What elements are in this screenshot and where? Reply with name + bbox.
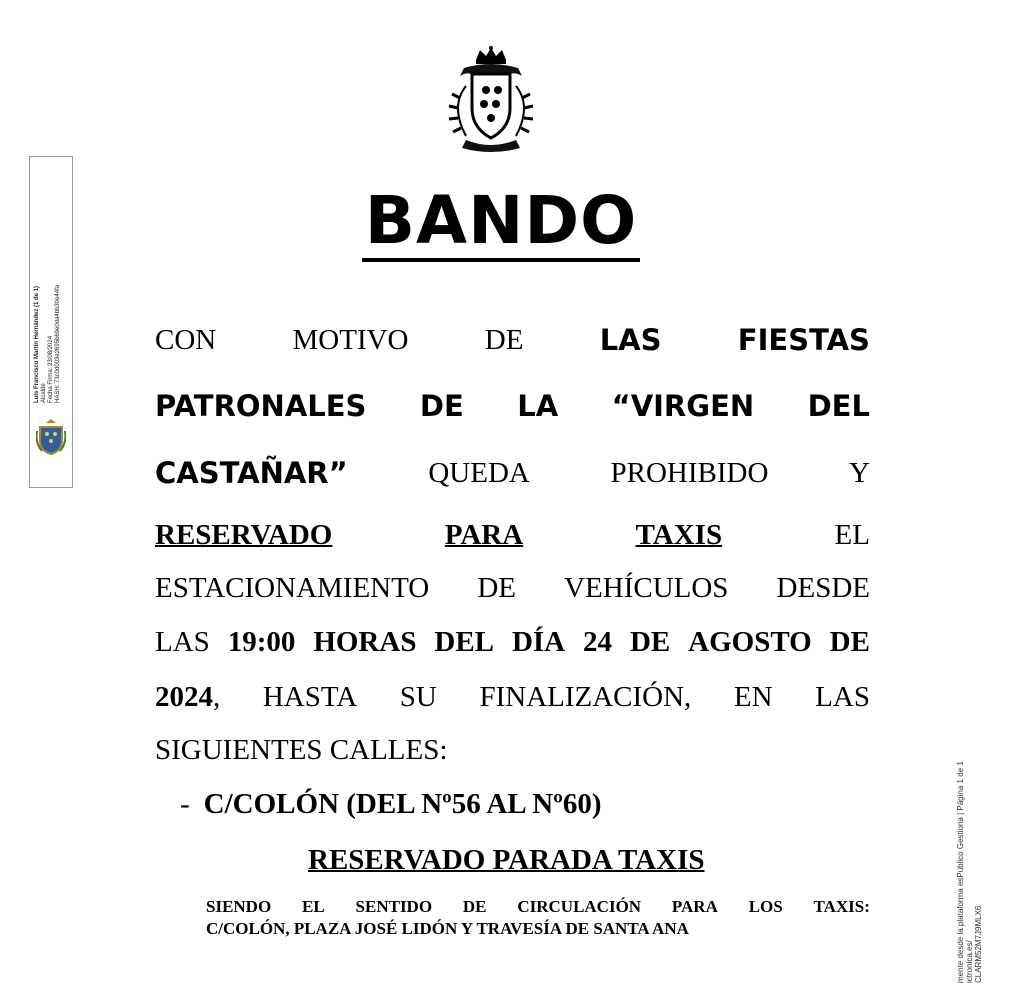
word: LOS — [748, 897, 783, 916]
verification-line: mente desde la plataforma esPublico Gestiona | Página 1 de 1 — [956, 761, 965, 983]
word: HASTA — [262, 681, 358, 713]
body-line-8 — [155, 730, 870, 770]
word: DE — [484, 324, 524, 356]
street-bullet — [180, 784, 601, 824]
word: DEL — [434, 626, 495, 658]
word: MOTIVO — [292, 324, 409, 356]
word: PARA — [444, 519, 524, 551]
word: QUEDA — [428, 457, 530, 489]
verification-code: CLARM52M7J9MLX6 — [974, 905, 983, 983]
word: CIRCULACIÓN — [517, 897, 642, 916]
coat-of-arms-icon — [436, 46, 546, 154]
word: DE — [629, 626, 671, 658]
signer-role: Alcalde — [41, 383, 47, 403]
word: LAS — [599, 323, 662, 357]
word: TAXIS: — [813, 897, 870, 916]
word: DEL — [807, 389, 870, 423]
word — [155, 677, 220, 717]
document-title: BANDO — [362, 184, 640, 262]
word: DE — [829, 626, 870, 658]
body-line-6 — [155, 622, 870, 662]
word: SU — [399, 681, 437, 713]
word: ESTACIONAMIENTO — [155, 572, 430, 604]
word: 19:00 — [227, 626, 296, 658]
verification-line: ictronica.es/ — [965, 940, 974, 983]
stamp-logo-icon — [36, 419, 66, 455]
word: TAXIS — [635, 519, 723, 551]
bullet-dash: - — [180, 788, 190, 820]
word: SENTIDO — [355, 897, 433, 916]
word: PATRONALES — [155, 389, 367, 423]
signature-text — [34, 163, 62, 403]
street-text: C/COLÓN (DEL Nº56 AL Nº60) — [203, 788, 602, 820]
body-line-1 — [155, 320, 870, 360]
word: EL — [302, 897, 325, 916]
word: EL — [834, 519, 870, 551]
circulation-note-line-1 — [206, 896, 870, 918]
body-line-5 — [155, 568, 870, 608]
word: DÍA — [511, 626, 566, 658]
word: FINALIZACIÓN, — [479, 681, 692, 713]
word: DE — [462, 897, 487, 916]
word: PROHIBIDO — [610, 457, 769, 489]
word: LA — [517, 389, 559, 423]
year: 2024 — [155, 681, 213, 713]
word: DE — [419, 389, 464, 423]
word: PARA — [671, 897, 718, 916]
body-line-3 — [155, 453, 870, 493]
word: DESDE — [776, 572, 870, 604]
word: Y — [849, 457, 870, 489]
word: DE — [477, 572, 517, 604]
word: VEHÍCULOS — [564, 572, 729, 604]
word: CASTAÑAR” — [155, 456, 348, 490]
taxi-stand-heading: RESERVADO PARADA TAXIS — [308, 844, 705, 876]
body-line-2 — [155, 386, 870, 426]
word: CON — [155, 324, 217, 356]
body-line-7 — [155, 677, 870, 717]
word: SIGUIENTES CALLES: — [155, 734, 448, 766]
word: FIESTAS — [737, 323, 870, 357]
word: AGOSTO — [688, 626, 812, 658]
word: “VIRGEN — [611, 389, 755, 423]
word: EN — [733, 681, 773, 713]
verification-note — [956, 761, 983, 983]
signature-date: Fecha Firma: 23/08/2024 — [48, 335, 54, 403]
word: LAS — [815, 681, 870, 713]
signer-name: Luis Francisco Martín Hernández (1 de 1) — [34, 285, 40, 403]
signature-hash: HASH: 73c0d003e2695b69e0da4bb30e44fa — [55, 284, 61, 403]
body-line-4 — [155, 515, 870, 555]
circulation-note-line-2: C/COLÓN, PLAZA JOSÉ LIDÓN Y TRAVESÍA DE SANTA ANA — [206, 919, 689, 938]
word: RESERVADO — [155, 519, 333, 551]
word: SIENDO — [206, 897, 272, 916]
signature-stamp — [29, 156, 73, 488]
word: 24 — [583, 626, 613, 658]
comma: , — [213, 681, 221, 713]
word: HORAS — [313, 626, 417, 658]
word: LAS — [155, 626, 210, 658]
